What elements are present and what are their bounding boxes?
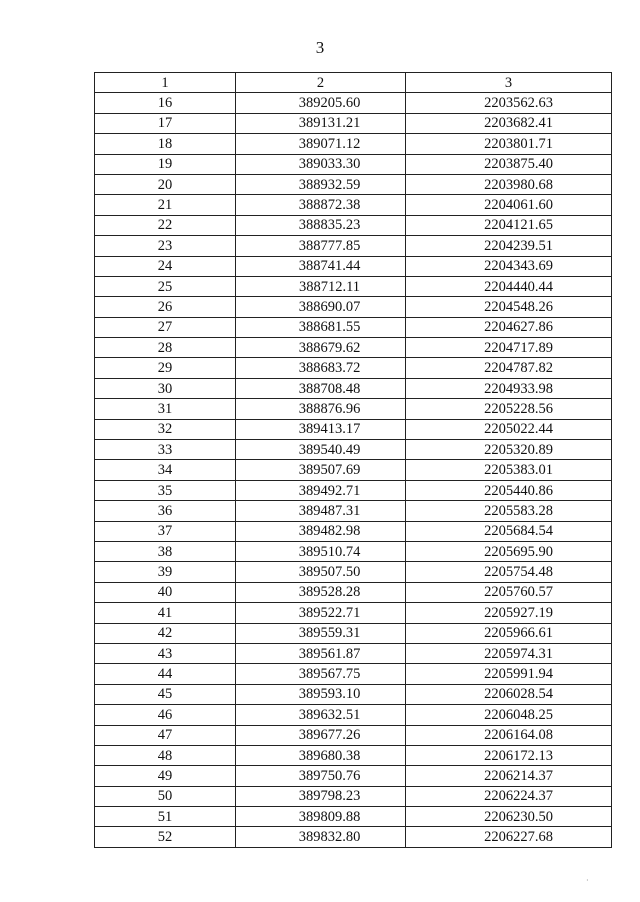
table-row <box>95 338 612 358</box>
point-number-cell: 51 <box>95 807 236 827</box>
x-coordinate-cell: 2204343.69 <box>406 256 612 276</box>
point-number-cell: 37 <box>95 521 236 541</box>
scan-artifact-mark: · <box>586 876 589 885</box>
point-number-cell: 33 <box>95 440 236 460</box>
point-number-cell: 36 <box>95 501 236 521</box>
table-row <box>95 93 612 113</box>
x-coordinate-cell: 2203801.71 <box>406 134 612 154</box>
x-coordinate-cell: 2205684.54 <box>406 521 612 541</box>
table-row <box>95 705 612 725</box>
x-coordinate-cell: 2206230.50 <box>406 807 612 827</box>
x-coordinate-cell: 2204239.51 <box>406 236 612 256</box>
y-coordinate-cell: 389507.50 <box>236 562 406 582</box>
y-coordinate-cell: 389071.12 <box>236 134 406 154</box>
point-number-cell: 18 <box>95 134 236 154</box>
point-number-cell: 48 <box>95 745 236 765</box>
x-coordinate-cell: 2204627.86 <box>406 317 612 337</box>
x-coordinate-cell: 2204061.60 <box>406 195 612 215</box>
table-row <box>95 623 612 643</box>
table-row <box>95 827 612 847</box>
table-row <box>95 256 612 276</box>
x-coordinate-cell: 2204933.98 <box>406 378 612 398</box>
point-number-cell: 19 <box>95 154 236 174</box>
point-number-cell: 41 <box>95 603 236 623</box>
x-coordinate-cell: 2203980.68 <box>406 174 612 194</box>
point-number-cell: 25 <box>95 276 236 296</box>
y-coordinate-cell: 388777.85 <box>236 236 406 256</box>
table-row <box>95 480 612 500</box>
y-coordinate-cell: 389540.49 <box>236 440 406 460</box>
table-row <box>95 358 612 378</box>
table-row <box>95 419 612 439</box>
y-coordinate-cell: 389507.69 <box>236 460 406 480</box>
point-number-cell: 17 <box>95 113 236 133</box>
x-coordinate-cell: 2206214.37 <box>406 766 612 786</box>
point-number-cell: 43 <box>95 643 236 663</box>
y-coordinate-cell: 388681.55 <box>236 317 406 337</box>
table-row <box>95 684 612 704</box>
y-coordinate-cell: 389832.80 <box>236 827 406 847</box>
x-coordinate-cell: 2205695.90 <box>406 541 612 561</box>
point-number-cell: 26 <box>95 297 236 317</box>
column-header-y-coordinate: 2 <box>236 73 406 93</box>
table-row <box>95 603 612 623</box>
point-number-cell: 49 <box>95 766 236 786</box>
y-coordinate-cell: 389798.23 <box>236 786 406 806</box>
table-row <box>95 174 612 194</box>
y-coordinate-cell: 388932.59 <box>236 174 406 194</box>
x-coordinate-cell: 2206048.25 <box>406 705 612 725</box>
point-number-cell: 34 <box>95 460 236 480</box>
x-coordinate-cell: 2205383.01 <box>406 460 612 480</box>
point-number-cell: 32 <box>95 419 236 439</box>
x-coordinate-cell: 2203875.40 <box>406 154 612 174</box>
y-coordinate-cell: 389131.21 <box>236 113 406 133</box>
table-row <box>95 582 612 602</box>
x-coordinate-cell: 2204787.82 <box>406 358 612 378</box>
y-coordinate-cell: 389677.26 <box>236 725 406 745</box>
table-row <box>95 786 612 806</box>
y-coordinate-cell: 388835.23 <box>236 215 406 235</box>
point-number-cell: 30 <box>95 378 236 398</box>
x-coordinate-cell: 2205966.61 <box>406 623 612 643</box>
table-row <box>95 807 612 827</box>
x-coordinate-cell: 2205440.86 <box>406 480 612 500</box>
table-row <box>95 460 612 480</box>
x-coordinate-cell: 2205991.94 <box>406 664 612 684</box>
point-number-cell: 46 <box>95 705 236 725</box>
coordinates-table <box>94 72 612 848</box>
point-number-cell: 23 <box>95 236 236 256</box>
y-coordinate-cell: 388741.44 <box>236 256 406 276</box>
point-number-cell: 38 <box>95 541 236 561</box>
y-coordinate-cell: 389632.51 <box>236 705 406 725</box>
y-coordinate-cell: 388708.48 <box>236 378 406 398</box>
y-coordinate-cell: 389033.30 <box>236 154 406 174</box>
point-number-cell: 16 <box>95 93 236 113</box>
table-row <box>95 725 612 745</box>
y-coordinate-cell: 389680.38 <box>236 745 406 765</box>
y-coordinate-cell: 388690.07 <box>236 297 406 317</box>
point-number-cell: 22 <box>95 215 236 235</box>
table-row <box>95 134 612 154</box>
point-number-cell: 42 <box>95 623 236 643</box>
x-coordinate-cell: 2204121.65 <box>406 215 612 235</box>
table-row <box>95 664 612 684</box>
y-coordinate-cell: 389750.76 <box>236 766 406 786</box>
x-coordinate-cell: 2205228.56 <box>406 399 612 419</box>
x-coordinate-cell: 2204548.26 <box>406 297 612 317</box>
table-row <box>95 236 612 256</box>
table-row <box>95 317 612 337</box>
table-row <box>95 195 612 215</box>
x-coordinate-cell: 2205320.89 <box>406 440 612 460</box>
y-coordinate-cell: 389487.31 <box>236 501 406 521</box>
y-coordinate-cell: 389510.74 <box>236 541 406 561</box>
x-coordinate-cell: 2203682.41 <box>406 113 612 133</box>
x-coordinate-cell: 2204440.44 <box>406 276 612 296</box>
table-row <box>95 766 612 786</box>
point-number-cell: 29 <box>95 358 236 378</box>
y-coordinate-cell: 389561.87 <box>236 643 406 663</box>
x-coordinate-cell: 2206227.68 <box>406 827 612 847</box>
table-row <box>95 297 612 317</box>
point-number-cell: 31 <box>95 399 236 419</box>
table-header-row <box>95 73 612 93</box>
table-row <box>95 113 612 133</box>
point-number-cell: 52 <box>95 827 236 847</box>
table-body <box>95 93 612 847</box>
x-coordinate-cell: 2205022.44 <box>406 419 612 439</box>
x-coordinate-cell: 2204717.89 <box>406 338 612 358</box>
point-number-cell: 21 <box>95 195 236 215</box>
y-coordinate-cell: 389482.98 <box>236 521 406 541</box>
point-number-cell: 27 <box>95 317 236 337</box>
y-coordinate-cell: 389567.75 <box>236 664 406 684</box>
y-coordinate-cell: 388876.96 <box>236 399 406 419</box>
table-row <box>95 501 612 521</box>
y-coordinate-cell: 389559.31 <box>236 623 406 643</box>
x-coordinate-cell: 2206172.13 <box>406 745 612 765</box>
point-number-cell: 39 <box>95 562 236 582</box>
y-coordinate-cell: 388872.38 <box>236 195 406 215</box>
point-number-cell: 45 <box>95 684 236 704</box>
x-coordinate-cell: 2205927.19 <box>406 603 612 623</box>
page-number: 3 <box>315 38 325 57</box>
y-coordinate-cell: 388712.11 <box>236 276 406 296</box>
table-row <box>95 276 612 296</box>
point-number-cell: 40 <box>95 582 236 602</box>
table-row <box>95 378 612 398</box>
column-header-point-number: 1 <box>95 73 236 93</box>
table-row <box>95 745 612 765</box>
point-number-cell: 44 <box>95 664 236 684</box>
y-coordinate-cell: 389593.10 <box>236 684 406 704</box>
table-row <box>95 215 612 235</box>
table-row <box>95 399 612 419</box>
x-coordinate-cell: 2206224.37 <box>406 786 612 806</box>
table-row <box>95 541 612 561</box>
x-coordinate-cell: 2205583.28 <box>406 501 612 521</box>
point-number-cell: 20 <box>95 174 236 194</box>
table-row <box>95 521 612 541</box>
table-row <box>95 154 612 174</box>
y-coordinate-cell: 389809.88 <box>236 807 406 827</box>
y-coordinate-cell: 389528.28 <box>236 582 406 602</box>
x-coordinate-cell: 2205760.57 <box>406 582 612 602</box>
y-coordinate-cell: 388679.62 <box>236 338 406 358</box>
x-coordinate-cell: 2206164.08 <box>406 725 612 745</box>
table-row <box>95 643 612 663</box>
y-coordinate-cell: 389413.17 <box>236 419 406 439</box>
x-coordinate-cell: 2205974.31 <box>406 643 612 663</box>
x-coordinate-cell: 2206028.54 <box>406 684 612 704</box>
column-header-x-coordinate: 3 <box>406 73 612 93</box>
point-number-cell: 50 <box>95 786 236 806</box>
point-number-cell: 47 <box>95 725 236 745</box>
y-coordinate-cell: 389492.71 <box>236 480 406 500</box>
point-number-cell: 24 <box>95 256 236 276</box>
point-number-cell: 35 <box>95 480 236 500</box>
table-row <box>95 562 612 582</box>
x-coordinate-cell: 2203562.63 <box>406 93 612 113</box>
y-coordinate-cell: 389522.71 <box>236 603 406 623</box>
y-coordinate-cell: 389205.60 <box>236 93 406 113</box>
y-coordinate-cell: 388683.72 <box>236 358 406 378</box>
table-row <box>95 440 612 460</box>
point-number-cell: 28 <box>95 338 236 358</box>
x-coordinate-cell: 2205754.48 <box>406 562 612 582</box>
